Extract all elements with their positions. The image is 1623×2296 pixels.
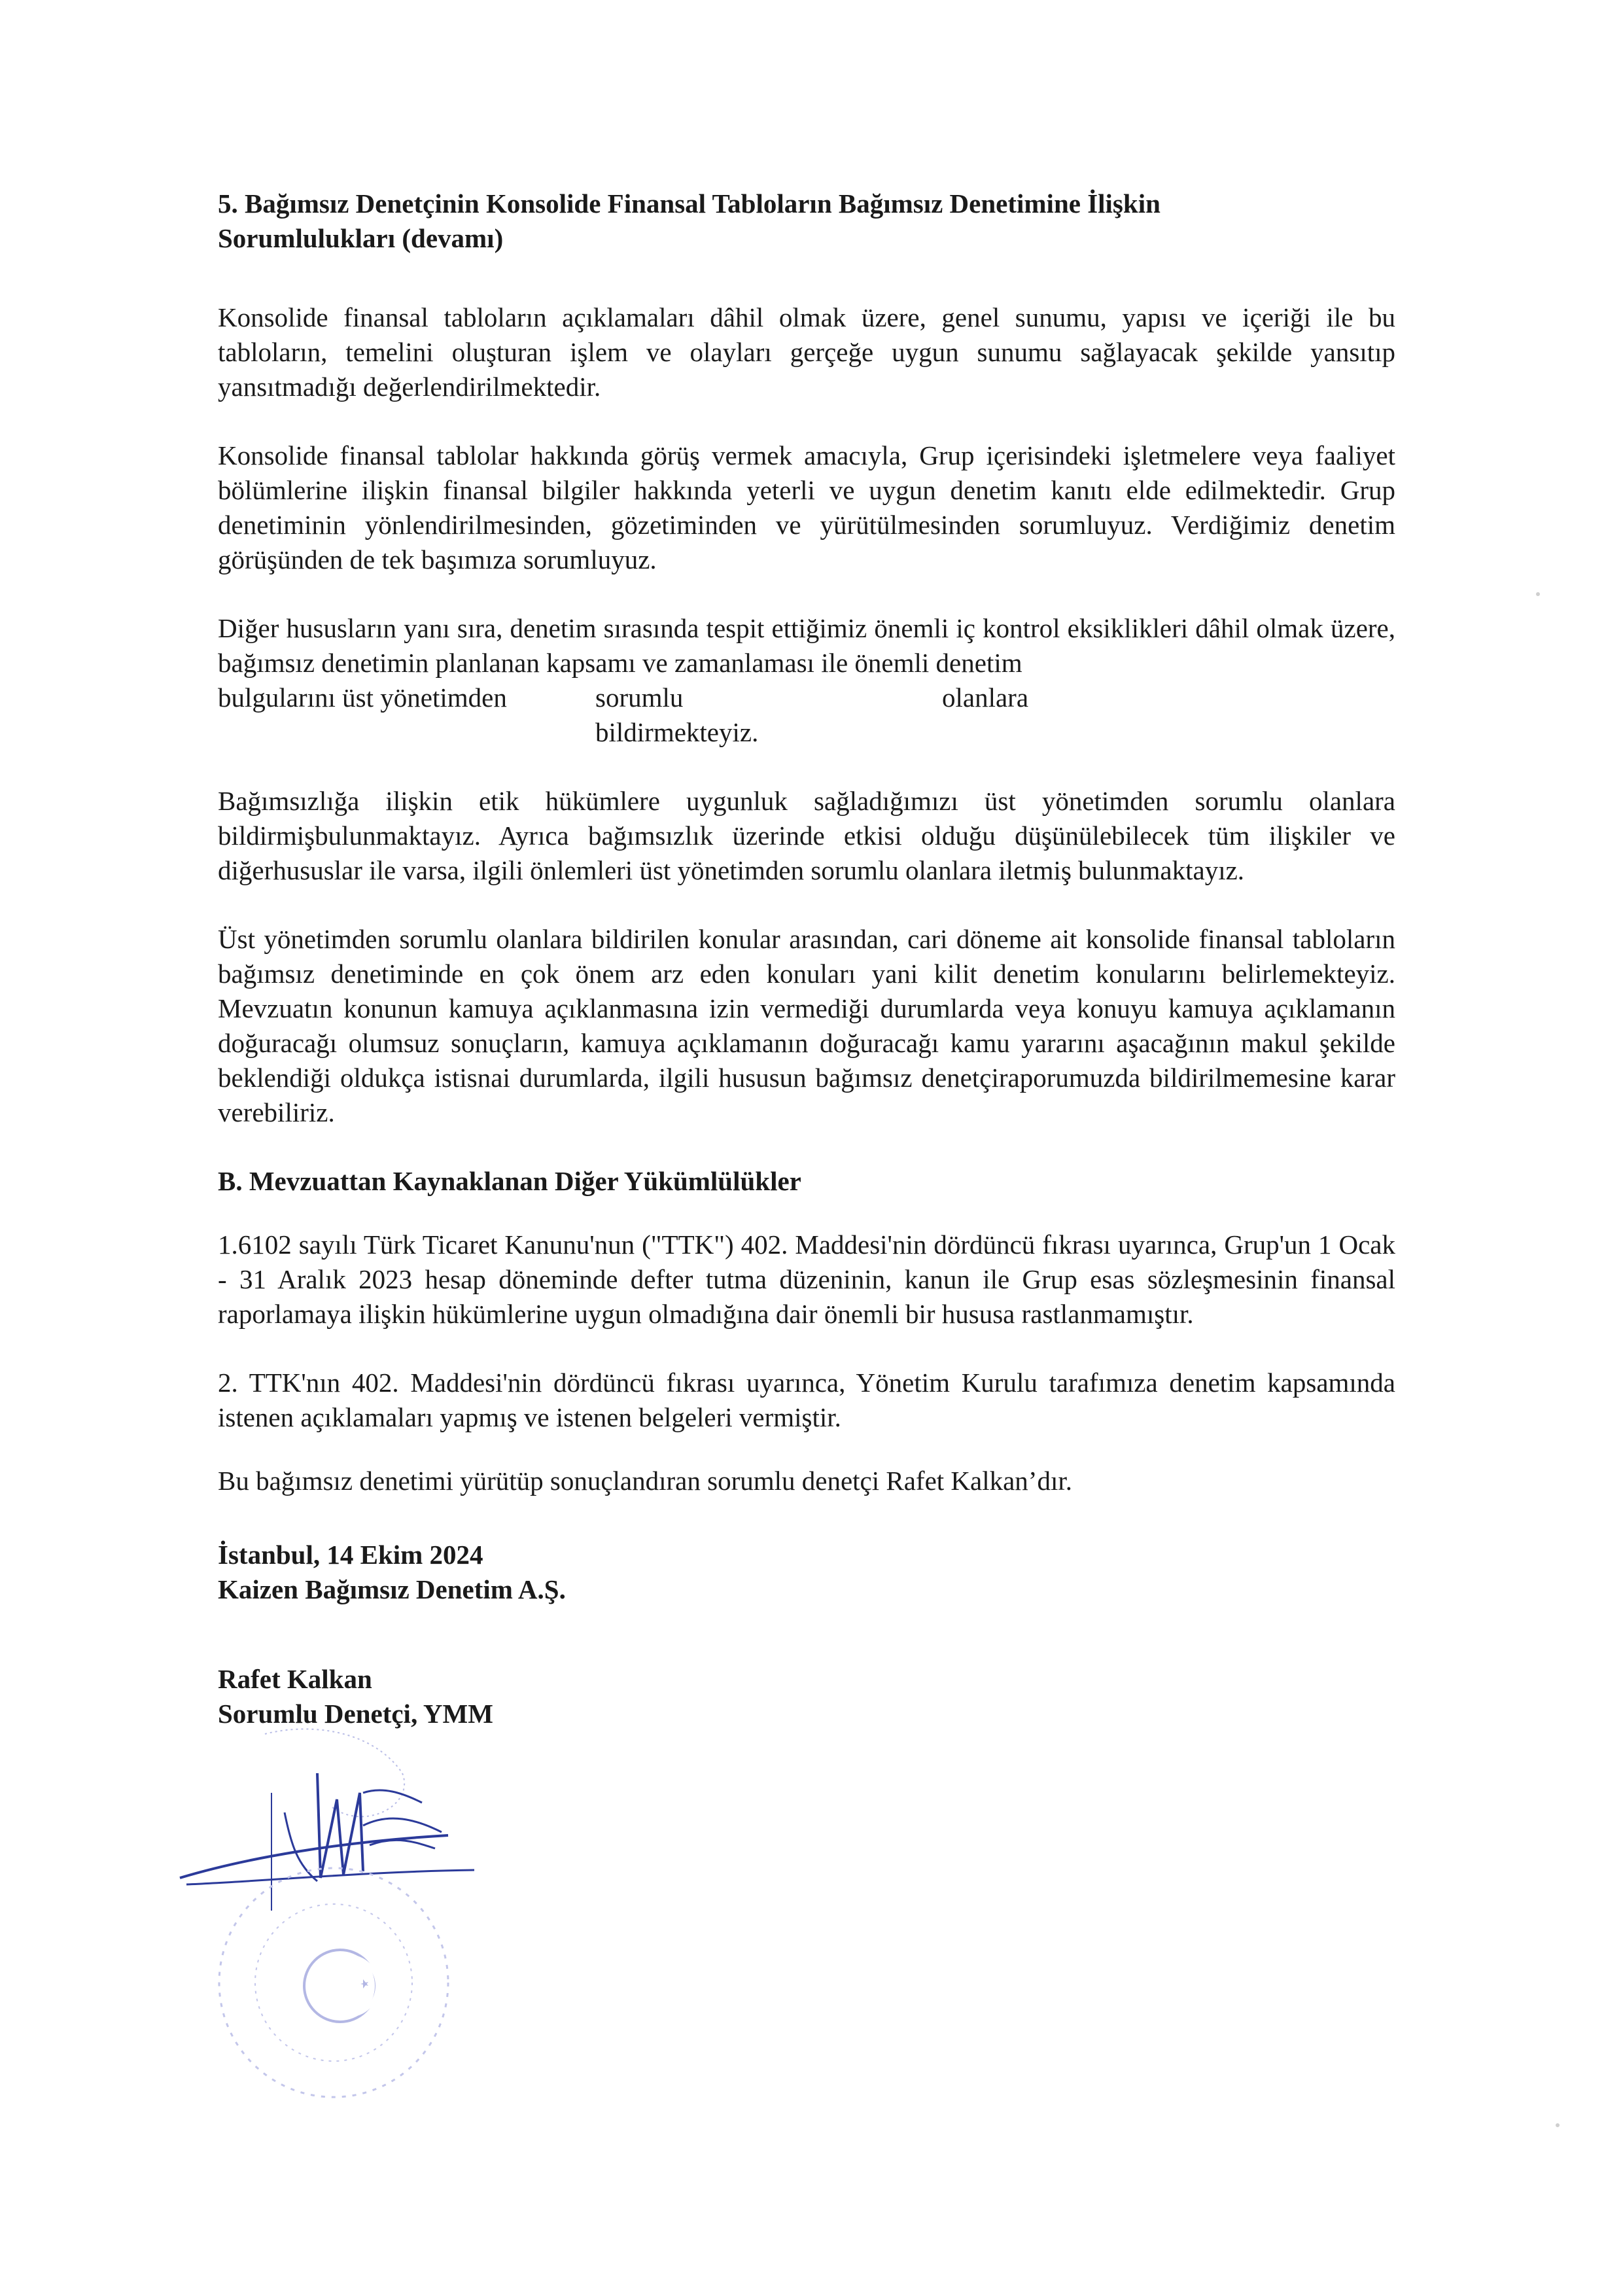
- section-heading-line-1: 5. Bağımsız Denetçinin Konsolide Finansal Tabloların Bağımsız Denetimine İlişkin: [218, 188, 1161, 219]
- section-b-item-2: 2. TTK'nın 402. Maddesi'nin dördüncü fıkrası uyarınca, Yönetim Kurulu tarafımıza denetim kapsamında istenen açıklamaları yapmış ve istenen belgeleri vermiştir.: [218, 1368, 1395, 1432]
- place-date: İstanbul, 14 Ekim 2024: [218, 1540, 483, 1570]
- split-fragment-a: bulgularını üst yönetimden: [218, 682, 507, 713]
- scan-speck: [1536, 592, 1540, 596]
- paragraph-group-audit: Konsolide finansal tablolar hakkında görüş vermek amacıyla, Grup içerisindeki işletmelere veya faaliyet bölümlerine ilişkin finansal bilgiler hakkında yeterli ve uygun denetim kanıtı elde edilmektedir. Grup denetiminin yönlendirilmesinden, gözetiminden ve yürütülmesinden sorumluyuz. Verdiğimiz denetim görüşünden de tek başımıza sorumluyuz.: [218, 440, 1395, 574]
- paragraph-key-audit-matters: Üst yönetimden sorumlu olanlara bildirilen konular arasından, cari döneme ait konsolide finansal tabloların bağımsız denetiminde en çok önem arz eden konuları yani kilit denetim konularını belirlemekteyiz. Mevzuatın konunun kamuya açıklanmasına izin vermediği durumlarda veya konuyu kamuya açıklamanın doğuracağı olumsuz sonuçların, kamuya açıklamanın doğuracağı kamu yararını aşacağının makul şekilde beklendiği oldukça istisnai durumlarda, ilgili hususun bağımsız denetçiraporumuzda bildirilmemesine karar verebiliriz.: [218, 924, 1395, 1127]
- auditor-title: Sorumlu Denetçi, YMM: [218, 1699, 493, 1729]
- company-stamp: [196, 1852, 471, 2113]
- section-heading: [218, 186, 1395, 256]
- signature-spacer: [218, 1607, 1395, 1662]
- firm-name: Kaizen Bağımsız Denetim A.Ş.: [218, 1574, 566, 1604]
- scan-speck: [1556, 2123, 1560, 2127]
- section-b-item-1: 1.6102 sayılı Türk Ticaret Kanunu'nun ("TTK") 402. Maddesi'nin dördüncü fıkrası uyarınca, Grup'un 1 Ocak - 31 Aralık 2023 hesap döneminde defter tutma düzeninin, kanun ile Grup esas sözleşmesinin finansal raporlamaya ilişkin hükümlerine uygun olmadığına dair önemli bir hususa rastlanmamıştır.: [218, 1229, 1395, 1329]
- paragraph-independence: Bağımsızlığa ilişkin etik hükümlere uygunluk sağladığımızı üst yönetimden sorumlu olanlara bildirmişbulunmaktayız. Ayrıca bağımsızlık üzerinde etkisi olduğu düşünülebilecek tüm ilişkiler ve diğerhususlar ile varsa, ilgili önlemleri üst yönetimden sorumlu olanlara iletmiş bulunmaktayız.: [218, 786, 1395, 885]
- section-b-title: B. Mevzuattan Kaynaklanan Diğer Yükümlülükler: [218, 1166, 801, 1196]
- split-fragment-c: olanlara: [942, 682, 1029, 713]
- paragraph-presentation: Konsolide finansal tabloların açıklamaları dâhil olmak üzere, genel sunumu, yapısı ve içeriği ile bu tabloların, temelini oluşturan işlem ve olayları gerçeğe uygun sunumu sağlayacak şekilde yansıtıp yansıtmadığı değerlendirilmektedir.: [218, 302, 1395, 402]
- split-fragment-b: sorumlu: [595, 682, 684, 713]
- closing-statement: Bu bağımsız denetimi yürütüp sonuçlandıran sorumlu denetçi Rafet Kalkan’dır.: [218, 1466, 1072, 1496]
- auditor-name: Rafet Kalkan: [218, 1664, 372, 1694]
- document-body: [218, 186, 1395, 1731]
- paragraph-communication: [218, 611, 1395, 750]
- paragraph-communication-split-line: [218, 680, 1395, 715]
- paragraph-communication-text: Diğer hususların yanı sıra, denetim sırasında tespit ettiğimiz önemli iç kontrol eksiklikleri dâhil olmak üzere, bağımsız denetimin planlanan kapsamı ve zamanlaması ile önemli denetim: [218, 613, 1395, 678]
- paragraph-communication-last-line: bildirmekteyiz.: [595, 717, 759, 747]
- section-heading-line-2: Sorumlulukları (devamı): [218, 223, 504, 253]
